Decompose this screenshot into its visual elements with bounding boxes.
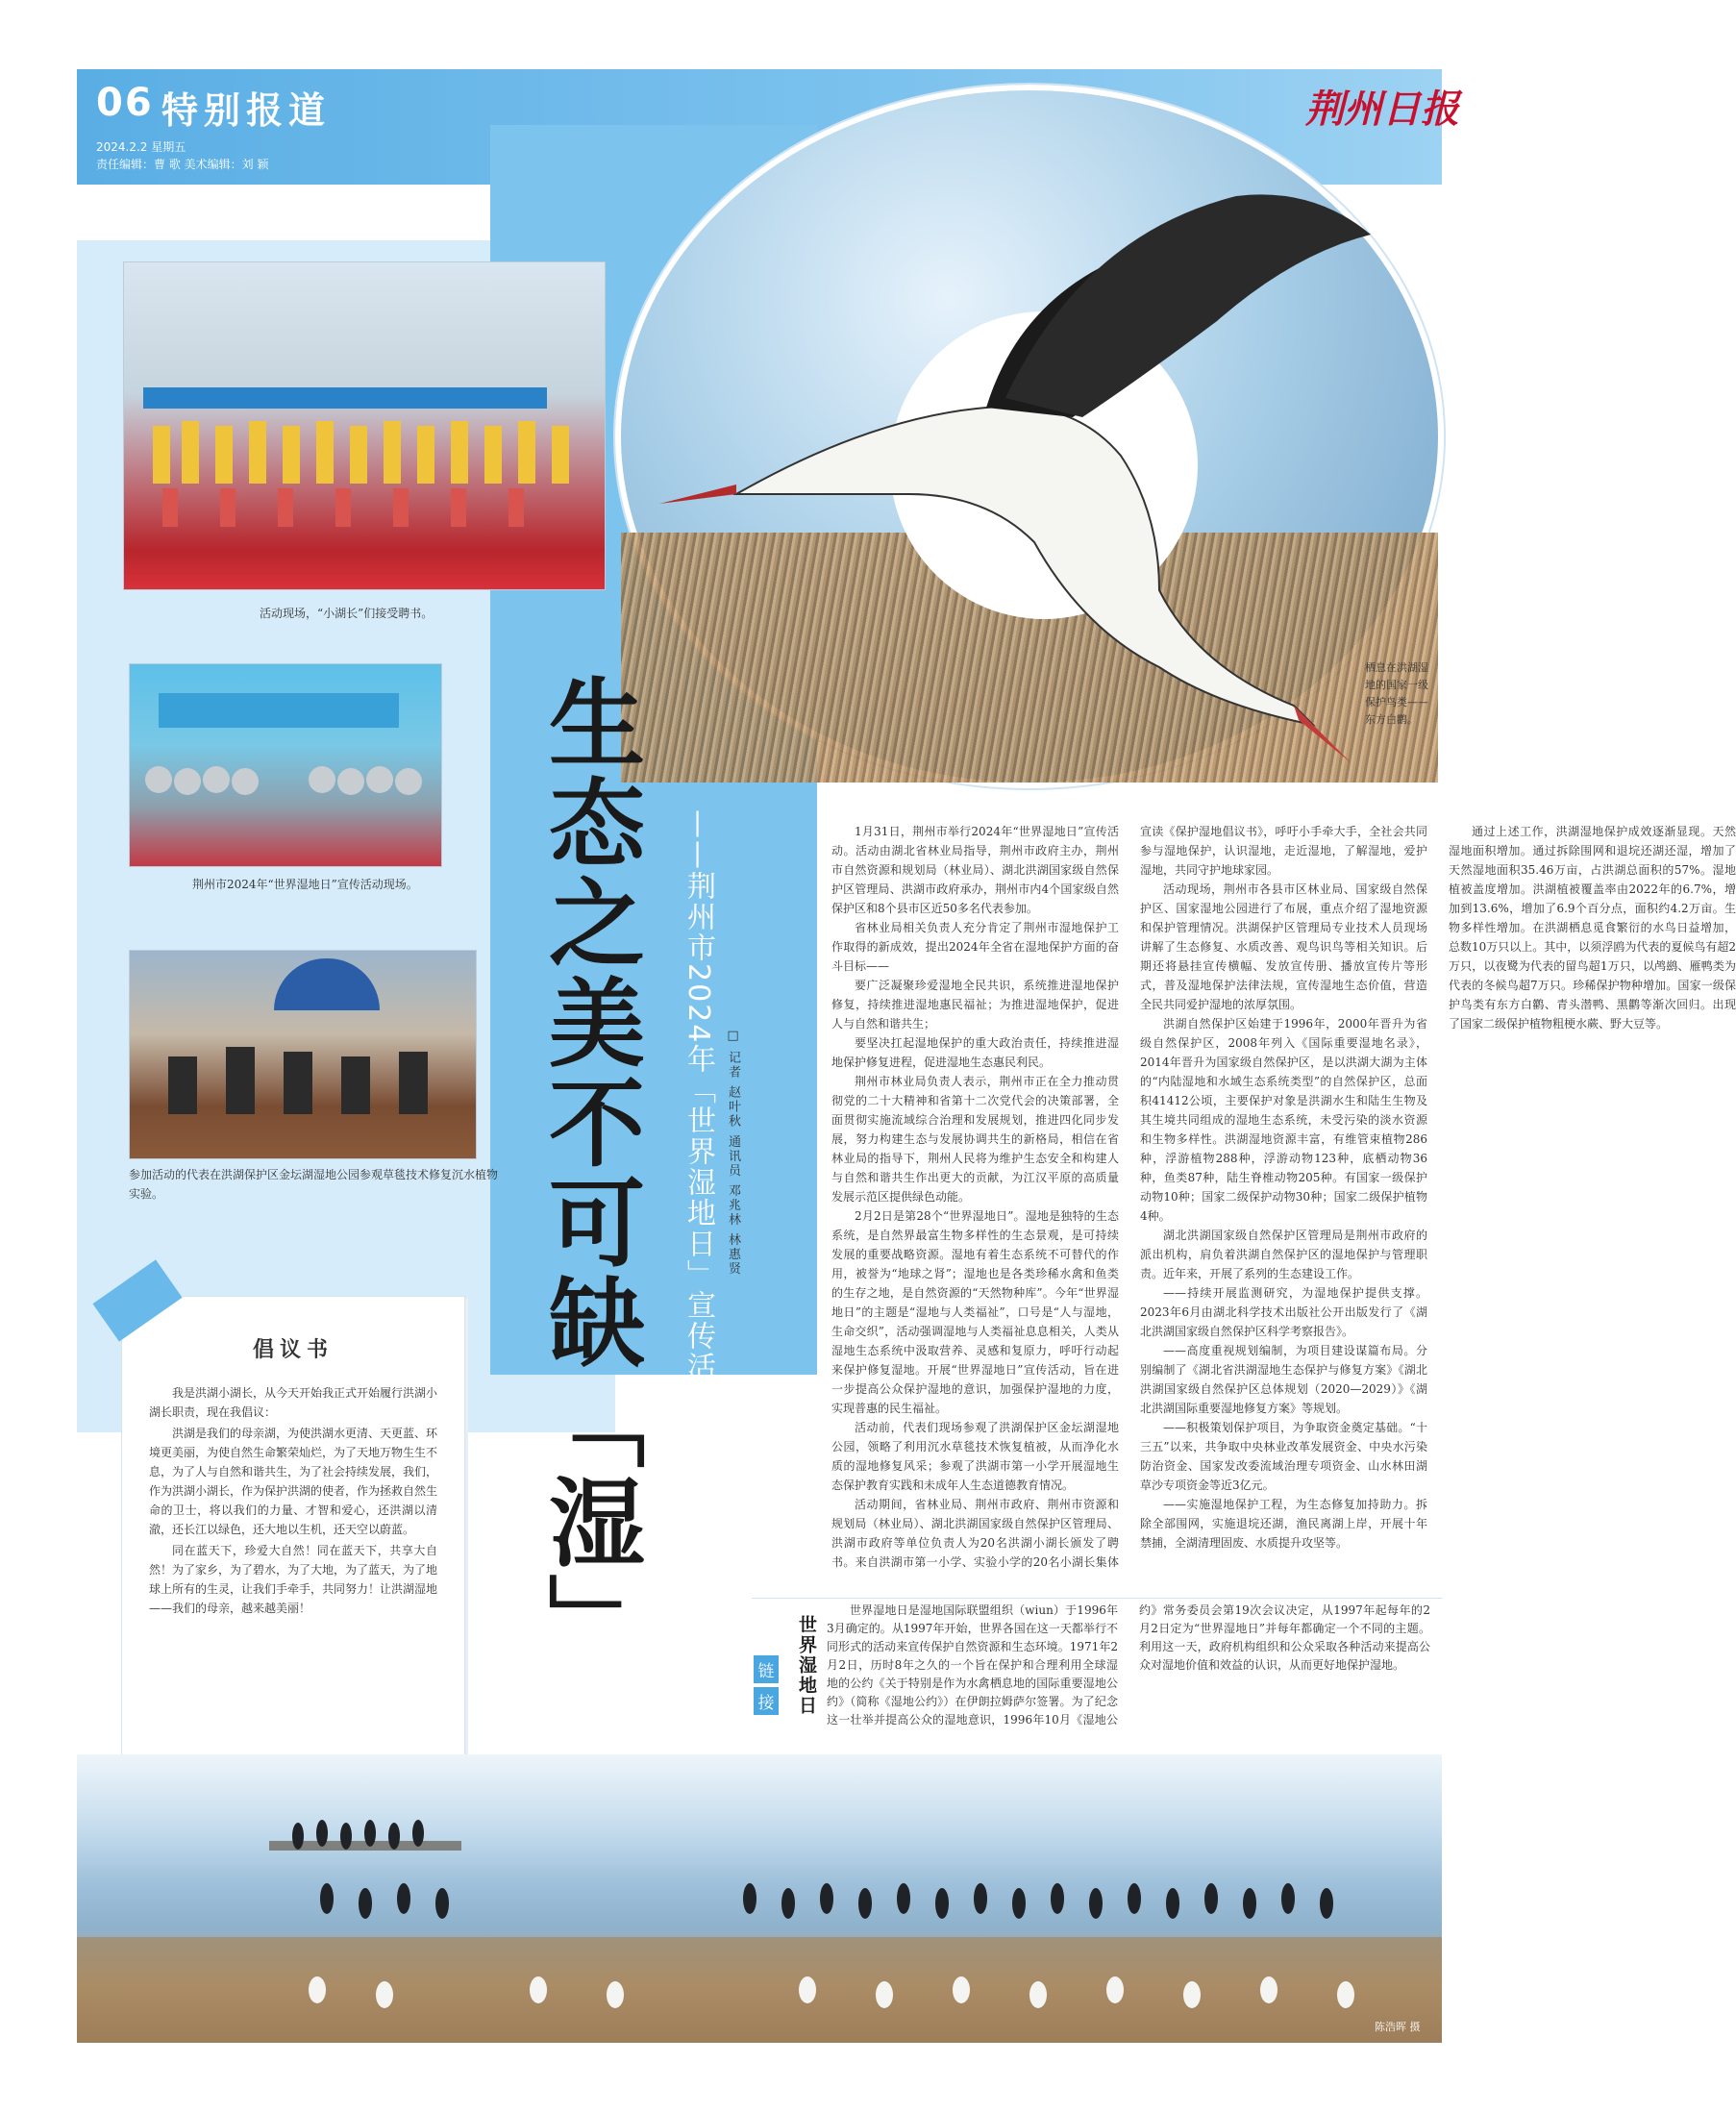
article-paragraph: 活动现场，荆州市各县市区林业局、国家级自然保护区、国家湿地公园进行了布展，重点介绍了湿地资源和保护管理情况。洪湖保护区管理局专业技术人员现场讲解了生态修复、水质改善、观鸟识鸟等相关知识。后期还将悬挂宣传横幅、发放宣传册、播放宣传片等形式，普及湿地保护法律法规，宣传湿地生态价值，营造全民共同爱护湿地的浓厚氛围。 — [1140, 882, 1427, 1011]
proposal-paragraph: 我是洪湖小湖长，从今天开始我正式开始履行洪湖小湖长职责，现在我倡议： — [149, 1386, 438, 1419]
visitors-figures — [130, 951, 476, 1158]
article-paragraph: ——高度重视规划编制，为项目建设谋篇布局。分别编制了《湖北省洪湖湿地生态保护与修复方案》《湖北洪湖国家级自然保护区总体规划（2020—2029）》《湖北洪湖国际重要湿地修复方案》等规划。 — [1140, 1344, 1427, 1415]
ceremony-photo — [123, 261, 606, 590]
link-paragraph: 世界湿地日是湿地国际联盟组织（wiun）于1996年3月确定的。从1997年开始，世界各国在这一天都举行不同形式的活动来宣传保护自然资源和生态环境。1971年2月2日，历时8年之久的一个旨在保护和合理利用全球湿地的公约《关于特别是作为水禽栖息地的国际重要湿地公约》（简称《湿地公约》）在伊朗拉姆萨尔签署。为了纪念这一壮举并提高公众的湿地意识，1996年10月《湿地公约》常务委员会第19次会议决定，从1997年起每年的2月2日定为“世界湿地日”并每年都确定一个不同的主题。利用这一天，政府机构组织和公众采取各种活动来提高公众对湿地价值和效益的认识，从而更好地保护湿地。 — [827, 1603, 1430, 1727]
section-title: 特别报道 — [161, 89, 332, 132]
article-paragraph: 洪湖自然保护区始建于1996年，2000年晋升为省级自然保护区，2008年列入《国际重要湿地名录》，2014年晋升为国家级自然保护区，是以洪湖大湖为主体的“内陆湿地和水域生态系统类型”的自然保护区，总面积41412公顷，主要保护对象是洪湖水生和陆生生物及其生境共同组成的湿地生态系统，未受污染的淡水资源和生物多样性。洪湖湿地资源丰富，有维管束植物286种，浮游植物288种，浮游动物123种，底栖动物36种，鱼类87种，陆生脊椎动物205种。有国家一级保护动物10种；国家二级保护动物30种；国家二级保护植物4种。 — [1140, 1017, 1427, 1223]
article-paragraph: 活动期间，省林业局、荆州市政府、荆州市资源和规划局（林业局）、湖北洪湖国家级自然保护区管理局、洪湖市政府等单位负责人为20名洪湖小湖长颁发了聘书。来自洪湖市第一小学、实验小学的20名小湖长集体宣读《保护湿地倡议书》，呼吁小手牵大手，全社会共同参与湿地保护，认识湿地，走近湿地，了解湿地，爱护湿地，共同守护地球家园。 — [831, 825, 1427, 1569]
proposal-note — [121, 1296, 465, 1755]
proposal-body — [149, 1383, 437, 1620]
crowd-figures — [124, 262, 605, 589]
masthead-logo: 荆州日报 — [1305, 87, 1459, 132]
date-line: 2024.2.2 星期五 — [96, 140, 186, 154]
article-paragraph: 湖北洪湖国家级自然保护区管理局是荆州市政府的派出机构，肩负着洪湖自然保护区的湿地保护与管理职责。近年来，开展了系列的生态建设工作。 — [1140, 1229, 1427, 1280]
article-paragraph: ——积极策划保护项目，为争取资金奠定基础。“十三五”以来，共争取中央林业改革发展资金、中央水污染防治资金、国家发改委流域治理专项资金、山水林田湖草沙专项资金等近3亿元。 — [1140, 1421, 1427, 1492]
link-tag-char: 接 — [754, 1687, 779, 1715]
proposal-paragraph: 同在蓝天下，珍爱大自然！同在蓝天下，共享大自然！为了家乡，为了碧水，为了大地，为了蓝天，为了地球上所有的生灵，让我们手牵手，共同努力！让洪湖湿地——我们的母亲，越来越美丽！ — [149, 1544, 438, 1615]
article-body — [831, 822, 1736, 1572]
link-body — [827, 1602, 1430, 1732]
article-paragraph: 2月2日是第28个“世界湿地日”。湿地是独特的生态系统，是自然界最富生物多样性的生态景观，是可持续发展的重要战略资源。湿地有着生态系统不可替代的作用，被誉为“地球之肾”；湿地也是各类珍稀水禽和鱼类的生存之地，是自然资源的“天然物种库”。今年“世界湿地日”的主题是“湿地与人类福祉”，口号是“人与湿地，生命交织”，活动强调湿地与人类福祉息息相关，人类从湿地生态系统中汲取营养、灵感和复原力，呼吁行动起来保护修复湿地。开展“世界湿地日”宣传活动，旨在进一步提高公众保护湿地的意识，加强保护湿地的力度，实现普惠的民生福祉。 — [831, 1209, 1119, 1415]
article-paragraph: 省林业局相关负责人充分肯定了荆州市湿地保护工作取得的新成效，提出2024年全省在湿地保护方面的奋斗目标—— — [831, 921, 1119, 973]
proposal-title: 倡议书 — [252, 1337, 334, 1362]
photo-credit: 陈浩晖 摄 — [1375, 2021, 1421, 2033]
stork-caption: 栖息在洪湖湿地的国家一级保护鸟类——东方白鹳。 — [1365, 661, 1428, 726]
article-paragraph: ——持续开展监测研究，为湿地保护提供支撑。2023年6月由湖北科学技术出版社公开出版发行了《湖北洪湖国家级自然保护区科学考察报告》。 — [1140, 1286, 1427, 1338]
article-paragraph: 荆州市林业局负责人表示，荆州市正在全力推动贯彻党的二十大精神和省第十二次党代会的决策部署，全面贯彻实施流域综合治理和发展规划，推进四化同步发展，努力构建生态与发展协调共生的新格局，相信在省林业局的指导下，荆州人民将为维护生态安全和构建人与自然和谐共生作出更大的贡献，为江汉平原的高质量发展示范区提供绿色动能。 — [831, 1075, 1119, 1204]
main-headline: 生态之美不可缺「湿」 — [533, 673, 645, 1673]
sub-headline: ——荆州市2024年「世界湿地日」宣传活动现场扫描 — [682, 809, 715, 1537]
article-paragraph: 要坚决扛起湿地保护的重大政治责任，持续推进湿地保护修复进程，促进湿地生态惠民利民。 — [831, 1036, 1119, 1069]
audience-figures — [130, 664, 441, 866]
editors-line: 责任编辑：曹 歌 美术编辑：刘 颖 — [96, 158, 269, 171]
stork-illustration — [621, 90, 1438, 783]
article-paragraph: 1月31日，荆州市举行2024年“世界湿地日”宣传活动。活动由湖北省林业局指导，荆州市政府主办，荆州市自然资源和规划局（林业局）、湖北洪湖国家级自然保护区管理局、洪湖市政府承办，荆州市内4个国家级自然保护区和8个县市区近50多名代表参加。 — [831, 825, 1119, 915]
visit-photo-caption: 参加活动的代表在洪湖保护区金坛湖湿地公园参观草毯技术修复沉水植物实验。 — [129, 1168, 499, 1201]
link-title: 世界湿地日 — [796, 1615, 817, 1716]
byline: □ 记者 赵叶秋 通讯员 邓兆林 林惠贤 — [726, 1029, 740, 1277]
stork-circle-photo — [615, 85, 1444, 788]
article-paragraph: 活动前，代表们现场参观了洪湖保护区金坛湖湿地公园，领略了利用沉水草毯技术恢复植被，从而净化水质的湿地修复风采；参观了洪湖市第一小学开展湿地生态保护教育实践和未成年人生态道德教育情况。 — [831, 1421, 1119, 1492]
event-photo-caption: 荆州市2024年“世界湿地日”宣传活动现场。 — [192, 878, 418, 891]
article-paragraph: 要广泛凝聚珍爱湿地全民共识，系统推进湿地保护修复，持续推进湿地惠民福祉；为推进湿地保护，促进人与自然和谐共生； — [831, 979, 1119, 1031]
ceremony-photo-caption: 活动现场，“小湖长”们接受聘书。 — [260, 607, 434, 620]
page-number: 06 — [96, 81, 154, 125]
link-tag-char: 链 — [754, 1655, 779, 1683]
proposal-paragraph: 洪湖是我们的母亲湖，为使洪湖水更清、天更蓝、环境更美丽，为使自然生命繁荣灿烂，为了天地万物生生不息，为了人与自然和谐共生，为了社会持续发展，我们，作为洪湖小湖长，作为保护洪湖的使者，作为拯救自然生命的卫士，将以我们的力量、才智和爱心，还洪湖以清澈，还长江以绿色，还大地以生机，还天空以蔚蓝。 — [149, 1427, 438, 1536]
article-paragraph: ——实施湿地保护工程，为生态修复加持助力。拆除全部围网，实施退垸还湖，渔民离湖上岸，开展十年禁捕，全湖清理固废、水质提升攻坚等。 — [1140, 1498, 1427, 1550]
visit-photo — [129, 950, 477, 1159]
link-tag — [754, 1655, 779, 1719]
article-paragraph: 通过上述工作，洪湖湿地保护成效逐渐显现。天然湿地面积增加。通过拆除围网和退垸还湖还湿，增加了天然湿地面积35.46万亩，占洪湖总面积的57%。湿地植被盖度增加。洪湖植被覆盖率由2022年的6.7%，增加到13.6%，增加了6.9个百分点，面积约4.2万亩。生物多样性增加。在洪湖栖息觅食繁衍的水鸟日益增加，总数10万只以上。其中，以须浮鸥为代表的夏候鸟有超2万只，以夜鹭为代表的留鸟超1万只，以鸬鹚、雁鸭类为代表的冬候鸟超7万只。珍稀保护物种增加。国家一级保护鸟类有东方白鹳、青头潜鸭、黑鹳等渐次回归。出现了国家二级保护植物粗梗水蕨、野大豆等。 — [1449, 825, 1736, 1031]
birds-silhouettes — [77, 1754, 1442, 2043]
event-photo — [129, 663, 442, 867]
wetland-birds-photo — [77, 1754, 1442, 2043]
